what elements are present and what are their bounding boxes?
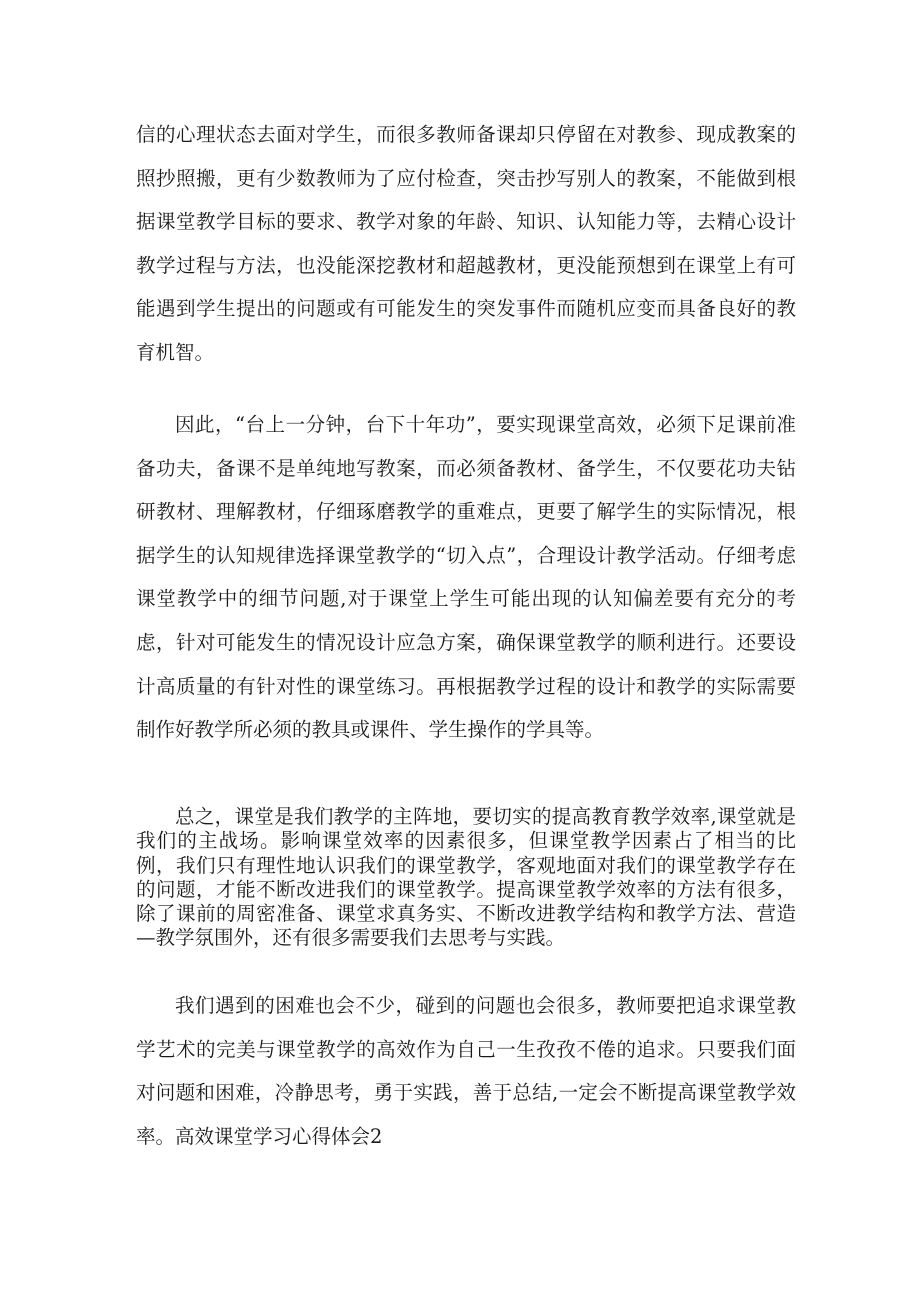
paragraph-conclusion: 我们遇到的困难也会不少，碰到的问题也会很多，教师要把追求课堂教学艺术的完美与课堂教学的高效作为自己一生孜孜不倦的追求。只要我们面对问题和困难，冷静思考，勇于实践，善于总结,一定会不断提高课堂教学效率。高效课堂学习心得体会2: [136, 994, 796, 1148]
paragraph-continuation: 信的心理状态去面对学生，而很多教师备课却只停留在对教参、现成教案的照抄照搬，更有少数教师为了应付检查，突击抄写别人的教案，不能做到根据课堂教学目标的要求、教学对象的年龄、知识、认知能力等，去精心设计教学过程与方法，也没能深挖教材和超越教材，更没能预想到在课堂上有可能遇到学生提出的问题或有可能发生的突发事件而随机应变而具备良好的教育机智。: [136, 123, 796, 364]
paragraph-summary: 总之，课堂是我们教学的主阵地，要切实的提高教育教学效率,课堂就是我们的主战场。影响课堂效率的因素很多，但课堂教学因素占了相当的比例，我们只有理性地认识我们的课堂教学，客观地面对我们的课堂教学存在的问题，才能不断改进我们的课堂教学。提高课堂教学效率的方法有很多，除了课前的周密准备、课堂求真务实、不断改进教学结构和教学方法、营造—教学氛围外，还有很多需要我们去思考与实践。: [136, 805, 796, 950]
paragraph-preparation: 因此，“台上一分钟，台下十年功”，要实现课堂高效，必须下足课前准备功夫，备课不是单纯地写教案，而必须备教材、备学生，不仅要花功夫钻研教材、理解教材，仔细琢磨教学的重难点，更要了解学生的实际情况，根据学生的认知规律选择课堂教学的“切入点”，合理设计教学活动。仔细考虑课堂教学中的细节问题,对于课堂上学生可能出现的认知偏差要有充分的考虑，针对可能发生的情况设计应急方案，确保课堂教学的顺利进行。还要设计高质量的有针对性的课堂练习。再根据教学过程的设计和教学的实际需要制作好教学所必须的教具或课件、学生操作的学具等。: [136, 413, 796, 742]
